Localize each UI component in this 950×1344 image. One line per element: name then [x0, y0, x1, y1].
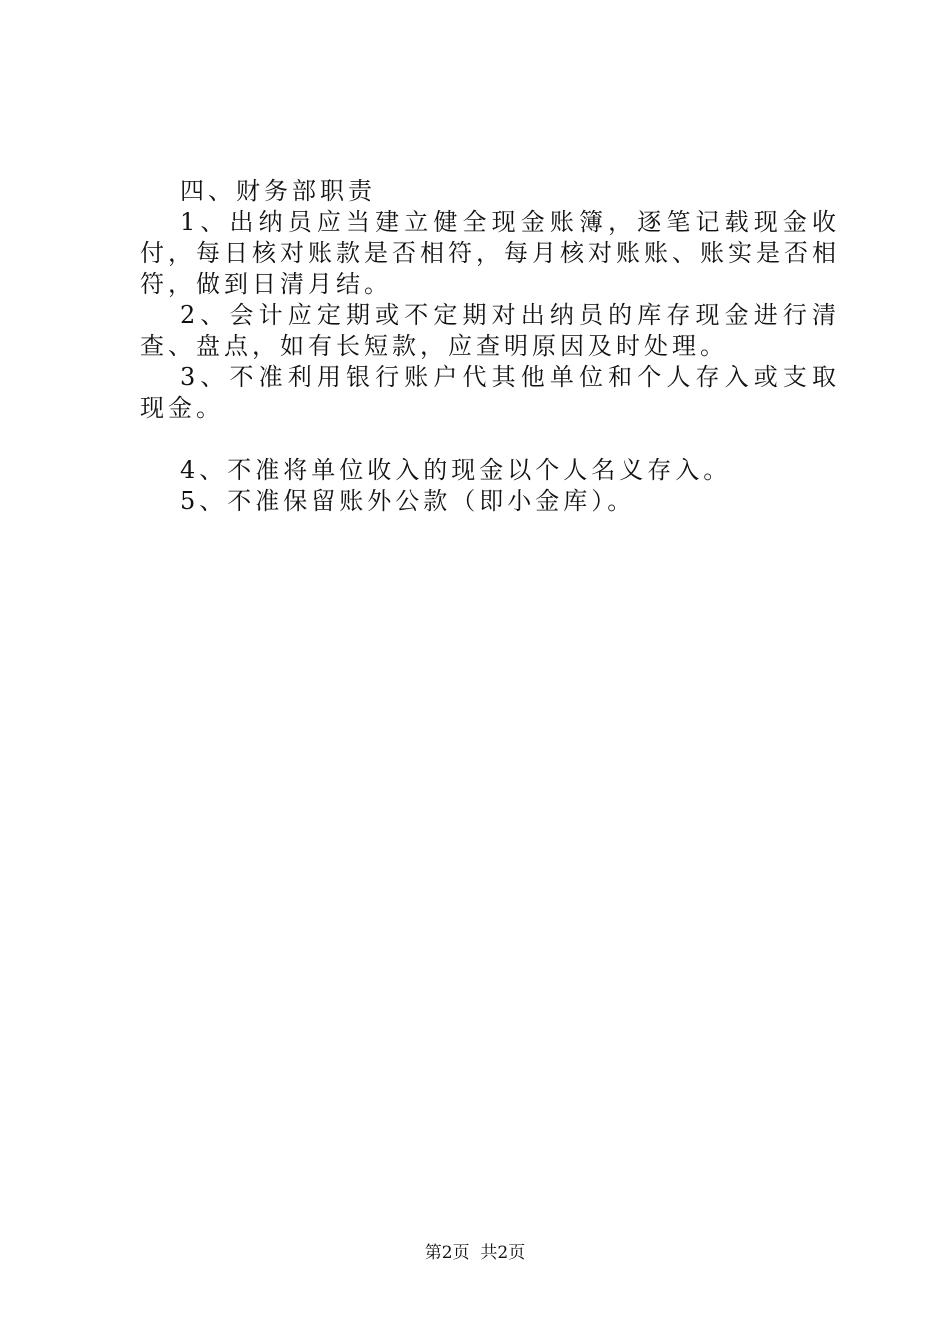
list-item-4: 4、不准将单位收入的现金以个人名义存入。 — [180, 456, 732, 484]
section-heading: 四、财务部职责 — [180, 177, 376, 205]
list-item-5: 5、不准保留账外公款（即小金库）。 — [180, 487, 636, 515]
page-number-current: 第2页 — [424, 1243, 470, 1263]
page-number-total: 共2页 — [480, 1243, 526, 1263]
list-item-1: 1、出纳员应当建立健全现金账簿，逐笔记载现金收付，每日核对账款是否相符，每月核对账账、账实是否相符，做到日清月结。 — [140, 208, 840, 298]
page-footer — [0, 1242, 950, 1264]
document-body — [140, 176, 840, 517]
list-item-3: 3、不准利用银行账户代其他单位和个人存入或支取现金。 — [140, 363, 840, 422]
footer-spacer — [470, 1243, 481, 1263]
list-item-2: 2、会计应定期或不定期对出纳员的库存现金进行清查、盘点，如有长短款，应查明原因及时处理。 — [140, 301, 840, 360]
